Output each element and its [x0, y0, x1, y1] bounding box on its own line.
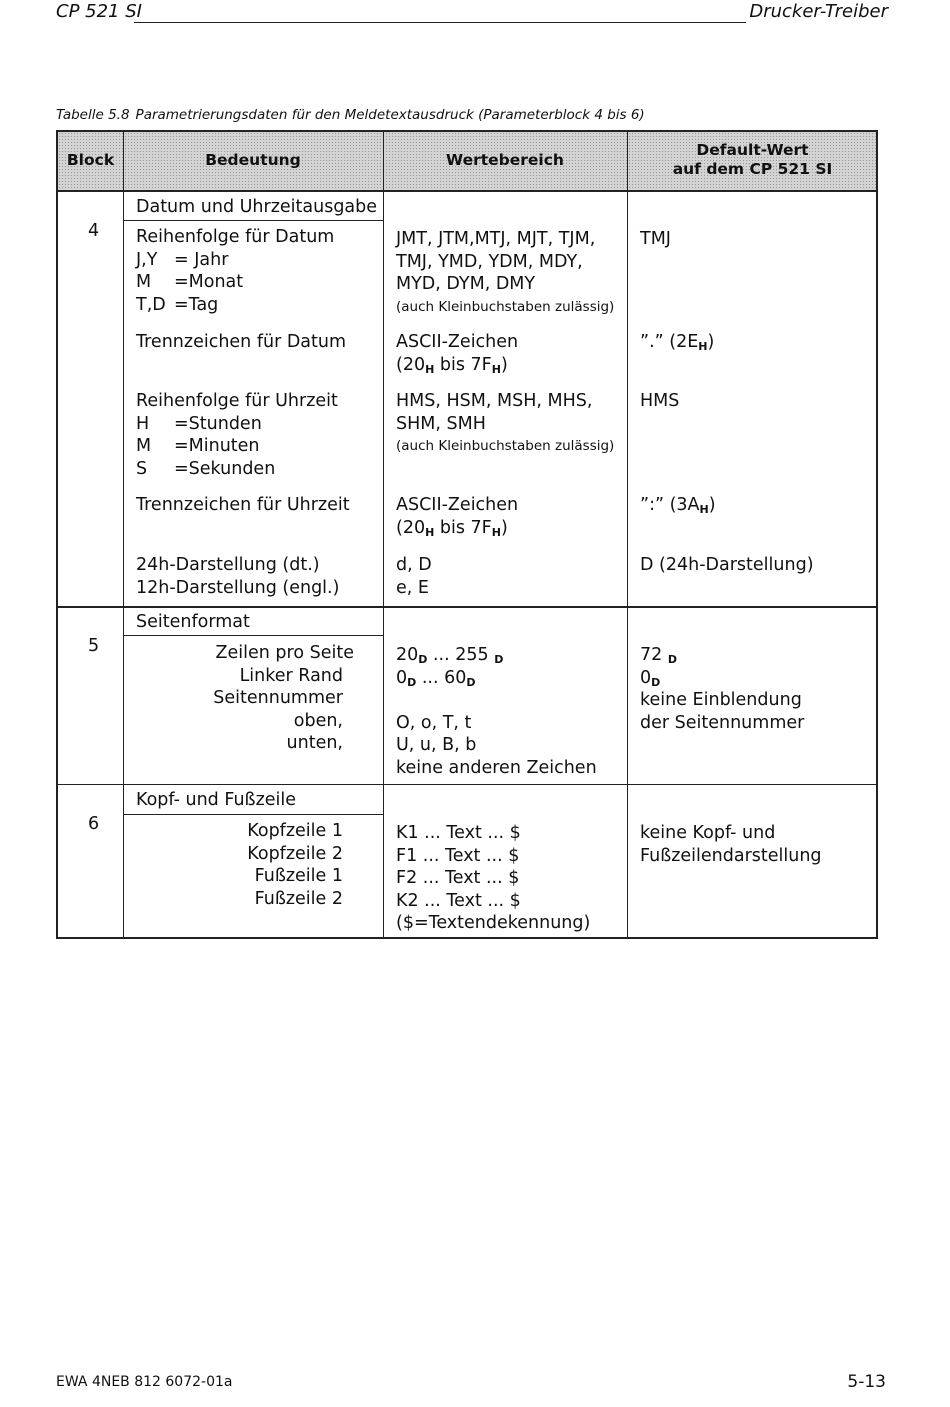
date-val-year: = Jahr	[174, 249, 229, 270]
date-sep-range-line: ASCII-Zeichen	[396, 332, 519, 352]
label-left-margin: Linker Rand	[239, 665, 343, 686]
footer-document-id: EWA 4NEB 812 6072-01a	[56, 1374, 233, 1390]
block4-time-range	[396, 390, 614, 458]
hex-subscript: H	[491, 362, 501, 376]
range-bottom: U, u, B, b	[396, 735, 477, 755]
time-sep-range-hex	[396, 517, 518, 540]
grid-line	[123, 220, 383, 221]
default-header-footer-2: Fußzeilendarstellung	[640, 845, 822, 866]
label-bottom: unten,	[286, 733, 343, 753]
date-order-label: Reihenfolge für Datum	[136, 227, 335, 247]
date-sep-default	[640, 331, 714, 354]
time-order-default: HMS	[640, 391, 680, 411]
dec-subscript: D	[494, 653, 504, 666]
range-text: 0	[396, 667, 408, 688]
date-key-day: T,D	[136, 294, 166, 315]
label-page-number: Seitennummer	[213, 688, 343, 708]
block5-labels	[136, 642, 354, 755]
time-order-label: Reihenfolge für Uhrzeit	[136, 391, 338, 411]
hex-text: (20	[396, 517, 426, 538]
range-text: 20	[396, 645, 419, 665]
time-val-minutes: =Minuten	[174, 436, 260, 456]
hex-subscript: H	[491, 525, 501, 539]
time-range-note: (auch Kleinbuchstaben zulässig)	[396, 438, 615, 454]
block4-date-sep-range	[396, 331, 518, 376]
time-key-hours: H	[136, 413, 150, 434]
time-key-seconds: S	[136, 458, 148, 479]
grid-line	[383, 132, 384, 937]
label-lines-per-page: Zeilen pro Seite	[215, 643, 354, 663]
grid-line	[627, 132, 628, 937]
col-header-wertebereich: Wertebereich	[446, 151, 564, 169]
block6-labels	[136, 820, 343, 910]
block4-date-range	[396, 228, 614, 318]
table-caption	[56, 107, 651, 123]
block6-default	[640, 822, 822, 867]
dec-subscript: D	[466, 675, 476, 689]
grid-line	[58, 606, 876, 608]
default-header-footer-1: keine Kopf- und	[640, 823, 776, 843]
label-top: oben,	[293, 710, 343, 731]
block6-range	[396, 822, 590, 935]
time-range-line: SHM, SMH	[396, 413, 486, 434]
hex-subscript: H	[425, 525, 435, 539]
hex-text: (20	[396, 354, 426, 375]
dec-subscript: D	[651, 675, 661, 689]
range-k1: K1 ... Text ... $	[396, 823, 521, 843]
block-number-6: 6	[88, 814, 100, 834]
time-sep-range-line: ASCII-Zeichen	[396, 495, 519, 515]
caption-number: Tabelle 5.8	[56, 107, 130, 123]
range-top: O, o, T, t	[396, 712, 472, 733]
hex-subscript: H	[425, 362, 435, 376]
range-f1: F1 ... Text ... $	[396, 845, 520, 866]
date-range-line: TMJ, YMD, YDM, MDY,	[396, 251, 583, 272]
block5-range	[396, 644, 597, 779]
header-title-left: CP 521 SI	[56, 1, 142, 22]
block-number-4: 4	[88, 221, 100, 241]
range-no-other: keine anderen Zeichen	[396, 757, 597, 778]
parameter-table	[56, 130, 878, 939]
time-range-line: HMS, HSM, MSH, MHS,	[396, 391, 593, 411]
col-header-default-line2: auf dem CP 521 SI	[672, 160, 833, 178]
range-k2: K2 ... Text ... $	[396, 890, 521, 911]
range-end-marker: ($=Textendekennung)	[396, 913, 591, 933]
default-margin	[640, 667, 804, 690]
date-key-year: J,Y	[136, 249, 158, 270]
footer-page-number: 5-13	[847, 1372, 886, 1392]
label-header-2: Kopfzeile 2	[247, 843, 343, 864]
default-page-number-2: der Seitennummer	[640, 712, 805, 733]
col-header-block: Block	[66, 151, 115, 169]
block4-time-sep-range	[396, 494, 518, 539]
default-text: 0	[640, 667, 652, 688]
block4-date-order	[136, 226, 334, 316]
range-text: ... 255	[427, 645, 495, 665]
time-val-seconds: =Sekunden	[174, 458, 276, 479]
format-range-24h: d, D	[396, 555, 432, 575]
block4-title: Datum und Uhrzeitausgabe	[136, 197, 378, 217]
col-header-default-line1: Default-Wert	[696, 141, 809, 159]
range-text: ... 60	[416, 667, 467, 688]
default-text: ”.” (2E	[640, 332, 699, 352]
default-text: ”:” (3A	[640, 495, 700, 515]
hex-text: )	[500, 517, 508, 538]
default-text: 72	[640, 645, 668, 665]
date-range-note: (auch Kleinbuchstaben zulässig)	[396, 298, 615, 315]
format-default: D (24h-Darstellung)	[640, 555, 814, 575]
block4-format-range	[396, 554, 432, 599]
date-sep-range-hex	[396, 354, 518, 377]
time-sep-default	[640, 494, 716, 517]
block6-title: Kopf- und Fußzeile	[136, 790, 297, 810]
date-val-month: =Monat	[174, 272, 244, 292]
time-sep-label: Trennzeichen für Uhrzeit	[136, 495, 350, 515]
grid-line	[58, 190, 876, 192]
dec-subscript: D	[418, 653, 428, 666]
default-text: )	[707, 332, 715, 352]
dec-subscript: D	[407, 675, 417, 689]
format-label-24h: 24h-Darstellung (dt.)	[136, 555, 320, 575]
dec-subscript: D	[667, 653, 677, 666]
grid-line	[58, 784, 876, 785]
block4-time-order	[136, 390, 338, 480]
date-order-default: TMJ	[640, 229, 671, 249]
hex-subscript: H	[698, 340, 708, 353]
caption-text: Parametrierungsdaten für den Meldetextausdruck (Parameterblock 4 bis 6)	[135, 107, 645, 123]
header-rule	[134, 22, 746, 23]
hex-text: )	[500, 354, 508, 375]
block5-default	[640, 644, 804, 734]
grid-line	[123, 132, 124, 937]
time-val-hours: =Stunden	[174, 413, 262, 434]
default-page-number-1: keine Einblendung	[640, 690, 802, 710]
range-margin	[396, 667, 597, 690]
block-number-5: 5	[88, 636, 100, 656]
hex-subscript: H	[699, 503, 709, 516]
date-range-line: MYD, DYM, DMY	[396, 274, 536, 294]
grid-line	[123, 635, 383, 636]
default-text: )	[708, 495, 716, 515]
block5-title: Seitenformat	[136, 612, 250, 632]
date-range-line: JMT, JTM,MTJ, MJT, TJM,	[396, 229, 596, 249]
hex-text: bis 7F	[434, 517, 492, 538]
time-key-minutes: M	[136, 436, 152, 456]
col-header-default	[627, 141, 878, 179]
date-key-month: M	[136, 272, 152, 292]
label-footer-2: Fußzeile 2	[254, 888, 343, 909]
block4-format-labels	[136, 554, 339, 599]
format-label-12h: 12h-Darstellung (engl.)	[136, 577, 340, 598]
hex-text: bis 7F	[434, 354, 492, 375]
date-sep-label: Trennzeichen für Datum	[136, 332, 347, 352]
format-range-12h: e, E	[396, 577, 429, 598]
date-val-day: =Tag	[174, 294, 219, 315]
grid-line	[123, 814, 383, 815]
range-f2: F2 ... Text ... $	[396, 868, 520, 888]
col-header-bedeutung: Bedeutung	[205, 151, 301, 169]
label-header-1: Kopfzeile 1	[247, 821, 343, 841]
header-title-right: Drucker-Treiber	[749, 1, 888, 22]
range-lines	[396, 644, 597, 667]
default-lines	[640, 644, 804, 667]
label-footer-1: Fußzeile 1	[254, 866, 343, 886]
